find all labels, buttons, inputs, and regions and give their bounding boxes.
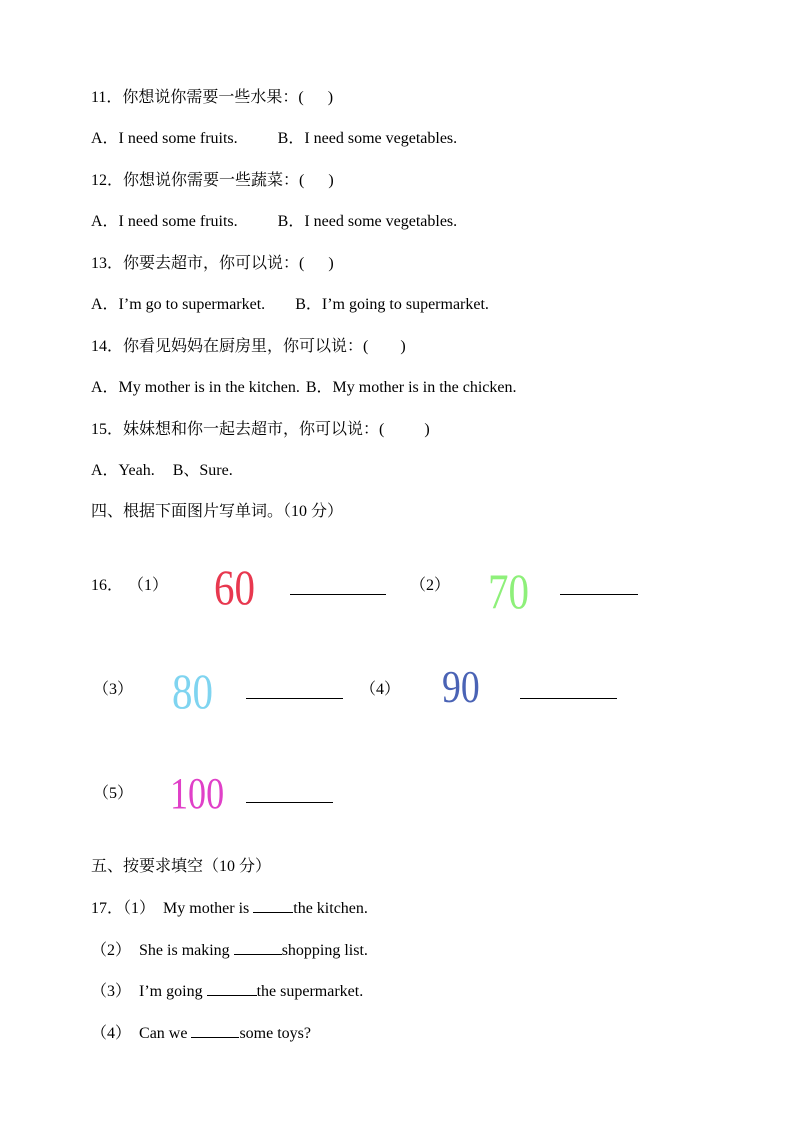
question-13-options [91, 295, 489, 315]
question-17-number: 17． [91, 900, 124, 917]
answer-blank-2[interactable] [560, 594, 638, 595]
question-15-options [91, 461, 233, 481]
option-a: A．I need some fruits. [91, 130, 238, 147]
item-4-label: （4） [360, 681, 401, 698]
option-b: B．I’m going to supermarket. [295, 296, 489, 313]
question-14-stem: 14．你看见妈妈在厨房里，你可以说：( ) [91, 338, 406, 355]
question-12-stem: 12．你想说你需要一些蔬菜：( ) [91, 172, 334, 189]
text-after: the kitchen. [293, 900, 368, 917]
text-after: some toys? [239, 1025, 311, 1042]
text-before: Can we [139, 1025, 192, 1042]
question-11-options [91, 129, 457, 149]
number-90-image: 90 [442, 661, 480, 712]
option-a: A．I’m go to supermarket. [91, 296, 266, 313]
fill-blank[interactable] [207, 981, 257, 996]
question-14-options [91, 378, 517, 398]
section-5-heading: 五、按要求填空（10 分） [91, 858, 272, 875]
text-after: the supermarket. [256, 983, 364, 1000]
text-after: shopping list. [281, 942, 368, 959]
answer-blank-3[interactable] [246, 698, 343, 699]
text-before: She is making [139, 942, 234, 959]
text-before: I’m going [139, 983, 207, 1000]
number-80-image: 80 [172, 663, 213, 719]
question-16-number: 16． [91, 577, 124, 594]
fill-blank[interactable] [253, 898, 293, 913]
section-4-heading: 四、根据下面图片写单词。（10 分） [91, 503, 344, 520]
question-15-stem: 15．妹妹想和你一起去超市，你可以说：( ) [91, 421, 430, 438]
option-a: A．I need some fruits. [91, 213, 238, 230]
item-label: （3） [91, 983, 132, 1000]
item-label: （4） [91, 1025, 132, 1042]
option-b: B、Sure. [172, 462, 233, 479]
fill-blank[interactable] [234, 940, 282, 955]
question-17-item-1 [91, 898, 368, 919]
question-12-options [91, 212, 457, 232]
item-5-label: （5） [93, 785, 134, 802]
number-60-image: 60 [214, 559, 255, 615]
question-17-item-2 [91, 940, 368, 961]
question-17-item-3 [91, 981, 363, 1002]
item-label: （1） [123, 900, 156, 917]
item-2-label: （2） [410, 577, 451, 594]
item-1-label: （1） [128, 577, 169, 594]
number-100-image: 100 [170, 769, 225, 818]
answer-blank-4[interactable] [520, 698, 617, 699]
answer-blank-5[interactable] [246, 802, 333, 803]
option-a: A．My mother is in the kitchen. [91, 379, 300, 396]
question-13-stem: 13．你要去超市，你可以说：( ) [91, 255, 334, 272]
fill-blank[interactable] [191, 1023, 239, 1038]
question-11-stem: 11．你想说你需要一些水果：( ) [91, 89, 334, 106]
number-70-image: 70 [488, 563, 529, 619]
question-17-item-4 [91, 1023, 311, 1044]
option-b: B．I need some vegetables. [277, 213, 458, 230]
item-label: （2） [91, 942, 132, 959]
option-b: B．I need some vegetables. [277, 130, 458, 147]
option-b: B．My mother is in the chicken. [305, 379, 517, 396]
answer-blank-1[interactable] [290, 594, 386, 595]
item-3-label: （3） [93, 681, 134, 698]
option-a: A．Yeah. [91, 462, 155, 479]
text-before: My mother is [163, 900, 254, 917]
